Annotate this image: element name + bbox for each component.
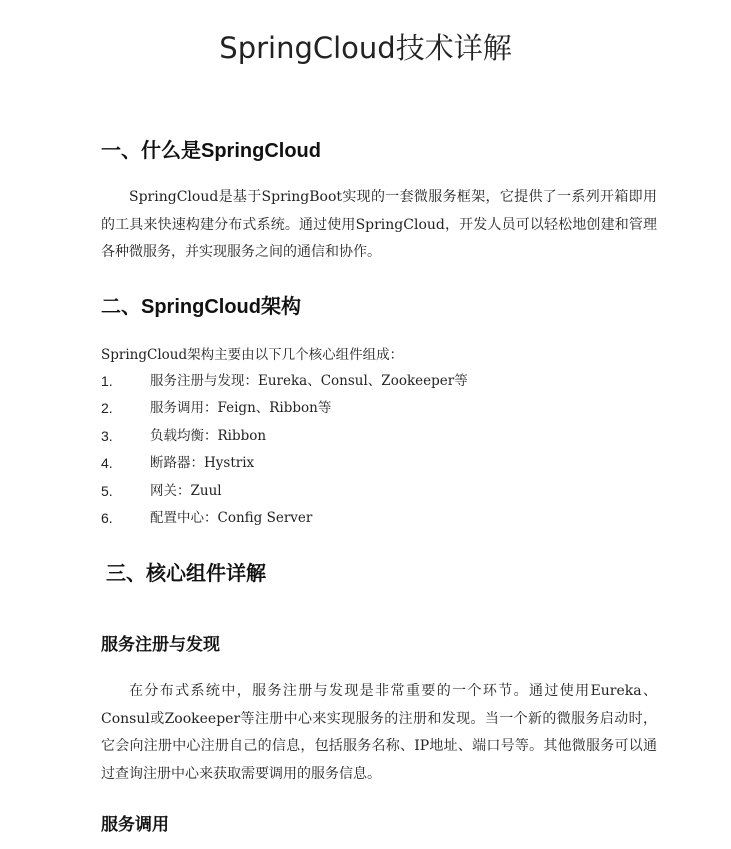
list-item: [101, 370, 468, 397]
list-item-number: 1.: [101, 373, 113, 389]
section-paragraph-what-is-springcloud: SpringCloud是基于SpringBoot实现的一套微服务框架，它提供了一系列开箱即用的工具来快速构建分布式系统。通过使用SpringCloud，开发人员可以轻松地创建和管理各种微服务，并实现服务之间的通信和协作。: [101, 189, 657, 260]
list-item: [101, 507, 468, 534]
list-item-text: 服务调用：Feign、Ribbon等: [150, 400, 332, 417]
subsection-paragraph-service-discovery: 在分布式系统中，服务注册与发现是非常重要的一个环节。通过使用Eureka、Consul或Zookeeper等注册中心来实现服务的注册和发现。当一个新的微服务启动时，它会向注册中心注册自己的信息，包括服务名称、IP地址、端口号等。其他微服务可以通过查询注册中心来获取需要调用的服务信息。: [101, 683, 657, 782]
list-item-number: 2.: [101, 400, 113, 417]
list-item: [101, 397, 468, 424]
list-item-number: 3.: [101, 427, 113, 444]
list-item-text: 网关：Zuul: [150, 482, 222, 499]
component-list: [101, 370, 468, 534]
subsection-heading-service-discovery: 服务注册与发现: [101, 635, 220, 654]
list-item-number: 6.: [101, 509, 113, 526]
list-item: [101, 425, 468, 452]
list-item-text: 配置中心：Config Server: [150, 509, 313, 526]
architecture-intro: SpringCloud架构主要由以下几个核心组件组成：: [101, 347, 404, 363]
section-heading-what-is-springcloud: 一、什么是SpringCloud: [101, 140, 321, 162]
list-item-text: 服务注册与发现：Eureka、Consul、Zookeeper等: [150, 373, 468, 389]
list-item: [101, 452, 468, 479]
subsection-heading-service-invocation: 服务调用: [101, 815, 169, 834]
list-item: [101, 480, 468, 507]
section-heading-core-components: 三、核心组件详解: [106, 563, 266, 585]
document-title: SpringCloud技术详解: [219, 31, 512, 65]
list-item-text: 负载均衡：Ribbon: [150, 427, 267, 444]
section-heading-architecture: 二、SpringCloud架构: [101, 296, 301, 318]
list-item-number: 5.: [101, 482, 113, 499]
list-item-text: 断路器：Hystrix: [150, 455, 255, 472]
list-item-number: 4.: [101, 455, 113, 472]
